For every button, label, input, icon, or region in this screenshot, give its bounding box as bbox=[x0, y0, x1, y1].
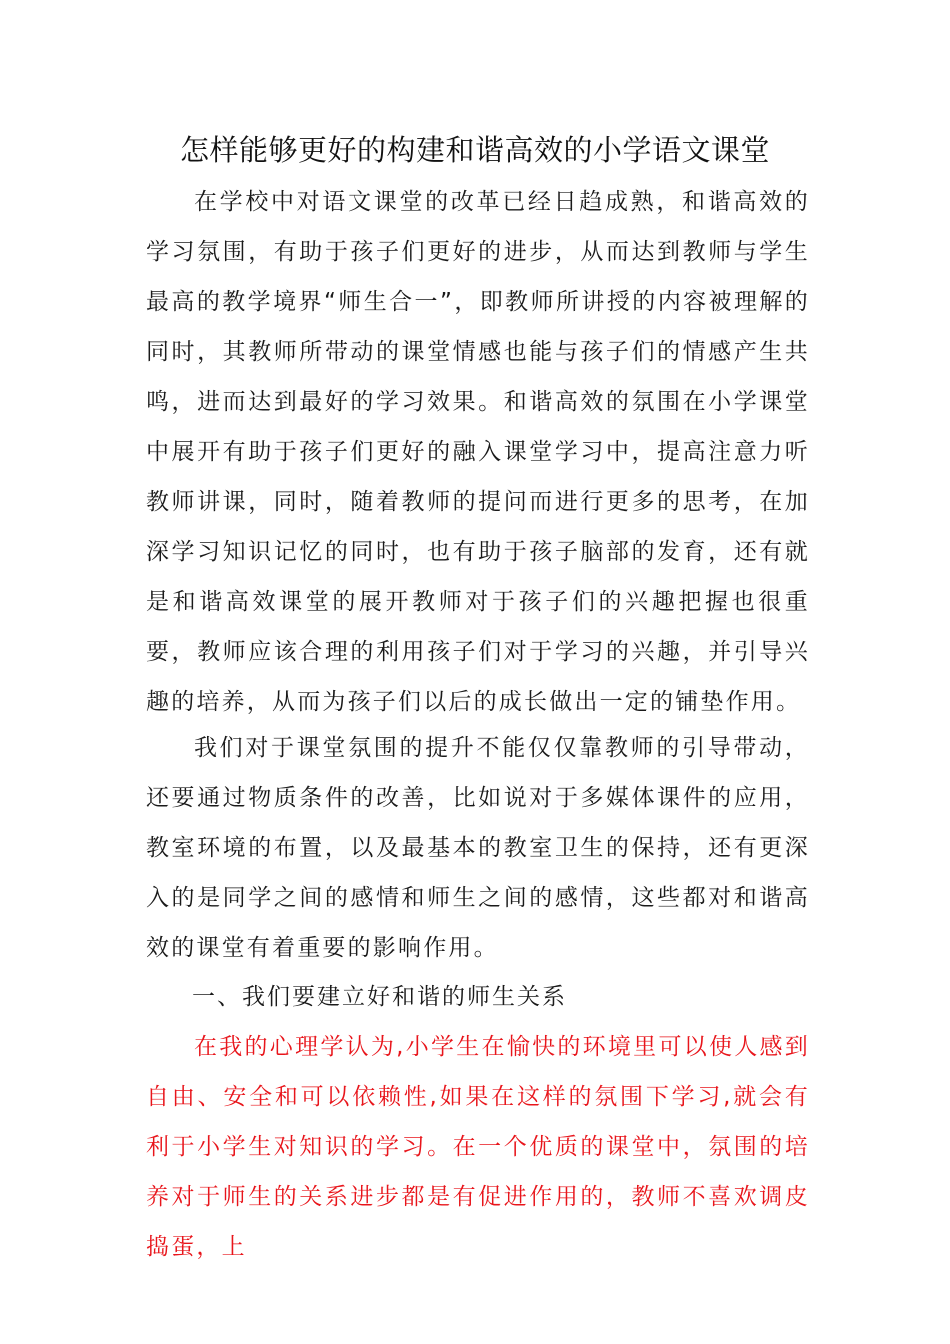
paragraph-classroom-reform: 在学校中对语文课堂的改革已经日趋成熟，和谐高效的学习氛围，有助于孩子们更好的进步，从而达到教师与学生最高的教学境界“师生合一”，即教师所讲授的内容被理解的同时，其教师所带动的课堂情感也能与孩子们的情感产生共鸣，进而达到最好的学习效果。和谐高效的氛围在小学课堂中展开有助于孩子们更好的融入课堂学习中，提高注意力听教师讲课，同时，随着教师的提问而进行更多的思考，在加深学习知识记忆的同时，也有助于孩子脑部的发育，还有就是和谐高效课堂的展开教师对于孩子们的兴趣把握也很重要，教师应该合理的利用孩子们对于学习的兴趣，并引导兴趣的培养，从而为孩子们以后的成长做出一定的铺垫作用。 bbox=[146, 189, 810, 715]
paragraph-classroom-atmosphere: 我们对于课堂氛围的提升不能仅仅靠教师的引导带动，还要通过物质条件的改善，比如说对于多媒体课件的应用，教室环境的布置，以及最基本的教室卫生的保持，还有更深入的是同学之间的感情和师生之间的感情，这些都对和谐高效的课堂有着重要的影响作用。 bbox=[146, 735, 810, 961]
document-title: 怎样能够更好的构建和谐高效的小学语文课堂 bbox=[179, 133, 770, 167]
section-heading-teacher-student-relationship: 一、我们要建立好和谐的师生关系 bbox=[192, 984, 567, 1010]
paragraph-psychology-red: 在我的心理学认为,小学生在愉快的环境里可以使人感到自由、安全和可以依赖性,如果在这样的氛围下学习,就会有利于小学生对知识的学习。在一个优质的课堂中，氛围的培养对于师生的关系进步都是有促进作用的，教师不喜欢调皮捣蛋，上 bbox=[146, 1034, 810, 1260]
